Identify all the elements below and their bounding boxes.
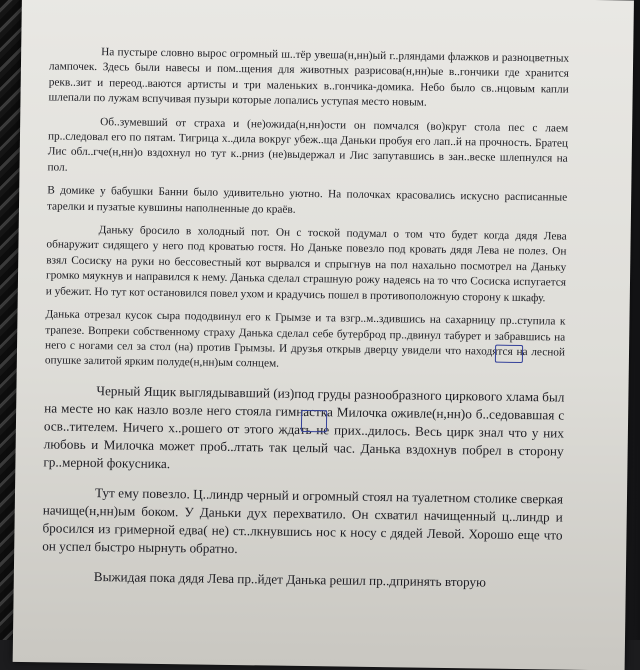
paragraph-8: Выжидая пока дядя Лева пр..йдет Данька решил пр..дпринять вторую <box>93 568 486 590</box>
paragraph-4: Даньку бросило в холодный пот. Он с тоской подумал о том что будет когда дядя Лева обнаружит сидящего у него под кроватью гостя. Но Даньке повезло под кровать дядя Лева не полез. Он взял Сосиску на руки но бессовестный кот вырвался и спрыгнув на пол нахально посмотрел на Даньку громко мяукнув и направился к нему. Данька сделал страшную рожу надеясь на то что Сосиска испугается и убежит. Но тут кот остановился повел ухом и крадучись пошел в противоположную сторону к шкафу. <box>45 224 567 305</box>
paragraph-6: Черный Ящик выглядывавший (из)под груды разнообразного циркового хлама был на месте но как назло возле него стояла гимнастка Милочка оживле(н,нн)о б..седовавшая с осв..тителем. Ничего х..рошего от этого ждать не прих..дилось. Весь цирк знал что у них любовь и Милочка может проб..лтать так целый час. Данька вздохнув побрел в сторону гр..мерной фокусника. <box>43 382 565 471</box>
paragraph-7: Тут ему повезло. Ц..линдр черный и огромный стоял на туалетном столике сверкая начище(н,нн)ым боком. У Даньки дух перехватило. Он схватил начищенный ц..линдр и бросился из гримерной едва( не) ст..лкнувшись нос к носу с дядей Левой. Хорошо еще что он успел быстро нырнуть обратно. <box>42 484 564 556</box>
paragraph-3: В домике у бабушки Банни было удивительно уютно. На полочках красовались искусно расписанные тарелки и пузатые кувшины наполненные до краёв. <box>46 184 568 216</box>
paragraph-1: На пустыре словно вырос огромный ш..тёр увеша(н,нн)ый г..рляндами флажков и разноцветных лампочек. Здесь были навесы и пом..щения для животных разрисова(н,нн)ые в..гончики где хранится рекв..зит и переод..ваются артисты и три маленьких в..гончика-домика. Небо было св..нцовым капли шлепали по лужам вспучивая пузыри которые лопались уступая место новым. <box>48 46 570 109</box>
document-text <box>42 44 570 600</box>
paragraph-5: Данька отрезал кусок сыра пододвинул его к Грымзе и та взгр..м..здившись на сахарницу пр..ступила к трапезе. Вопреки собственному страху Данька сделал себе бутерброд пр..двинул табурет и забравшись на него с ногами сел за стол (на) против Грымзы. И друзья открыв дверцу увидели что находятся на лесной опушке залитой ярким полуде(н,нн)ым солнцем. <box>44 308 566 370</box>
paper-sheet <box>13 0 634 670</box>
paragraph-2: Об..зумевший от страха и (не)ожида(н,нн)ости он помчался (во)круг стола пес с лаем пр..следовал его по пятам. Тигрица х..дила вокруг убеж..ща Даньки пробуя его лап..й на прочность. Братец Лис обл..гче(н,нн)о вздохнул но тут к..рниз (не)выдержал и Лис запутавшись в зан..веске шлепнулся на пол. <box>47 115 569 174</box>
